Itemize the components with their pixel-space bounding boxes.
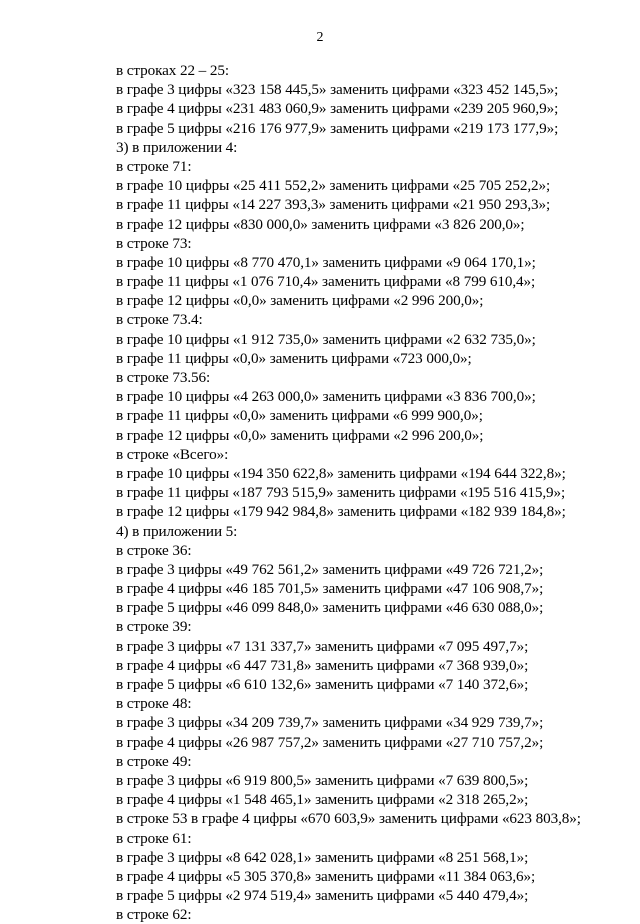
text-line: в строке 48: xyxy=(116,695,192,713)
document-body xyxy=(116,61,616,924)
text-line: в графе 10 цифры «194 350 622,8» заменить цифрами «194 644 322,8»; xyxy=(116,464,566,482)
text-line: в графе 4 цифры «5 305 370,8» заменить цифрами «11 384 063,6»; xyxy=(116,867,536,885)
text-line: в графе 4 цифры «46 185 701,5» заменить цифрами «47 106 908,7»; xyxy=(116,580,544,598)
text-line: в графе 3 цифры «6 919 800,5» заменить цифрами «7 639 800,5»; xyxy=(116,771,529,789)
text-line: в строке 73.56: xyxy=(116,369,211,386)
text-line: в графе 4 цифры «231 483 060,9» заменить цифрами «239 205 960,9»; xyxy=(116,100,559,118)
text-line: в графе 3 цифры «49 762 561,2» заменить цифрами «49 726 721,2»; xyxy=(116,560,544,578)
text-line: в графе 4 цифры «1 548 465,1» заменить цифрами «2 318 265,2»; xyxy=(116,791,529,809)
text-line: в строках 22 – 25: xyxy=(116,62,229,79)
text-line: в строке 36: xyxy=(116,541,192,559)
text-line: в графе 3 цифры «34 209 739,7» заменить цифрами «34 929 739,7»; xyxy=(116,714,544,732)
text-line: в графе 11 цифры «0,0» заменить цифрами «6 999 900,0»; xyxy=(116,407,483,425)
text-line: в строке 71: xyxy=(116,157,192,175)
text-line: в графе 3 цифры «323 158 445,5» заменить цифрами «323 452 145,5»; xyxy=(116,81,559,99)
text-line: в графе 10 цифры «4 263 000,0» заменить цифрами «3 836 700,0»; xyxy=(116,388,536,406)
text-line: в графе 10 цифры «8 770 470,1» заменить цифрами «9 064 170,1»; xyxy=(116,253,536,271)
text-line: в строке 49: xyxy=(116,752,192,770)
text-line: в строке 73.4: xyxy=(116,311,203,329)
text-line: в графе 12 цифры «0,0» заменить цифрами «2 996 200,0»; xyxy=(116,426,484,444)
text-line: в графе 4 цифры «6 447 731,8» заменить цифрами «7 368 939,0»; xyxy=(116,656,529,674)
page-number: 2 xyxy=(316,30,324,45)
text-line: в графе 10 цифры «25 411 552,2» заменить цифрами «25 705 252,2»; xyxy=(116,177,551,195)
text-line: в графе 5 цифры «6 610 132,6» заменить цифрами «7 140 372,6»; xyxy=(116,676,529,693)
text-line: в графе 4 цифры «26 987 757,2» заменить цифрами «27 710 757,2»; xyxy=(116,733,544,751)
text-line: в графе 11 цифры «187 793 515,9» заменить цифрами «195 516 415,9»; xyxy=(116,484,566,502)
text-line: 4) в приложении 5: xyxy=(116,522,238,540)
text-line: в графе 11 цифры «14 227 393,3» заменить цифрами «21 950 293,3»; xyxy=(116,196,551,214)
text-line: в графе 3 цифры «7 131 337,7» заменить цифрами «7 095 497,7»; xyxy=(116,637,529,655)
text-line: в графе 3 цифры «8 642 028,1» заменить цифрами «8 251 568,1»; xyxy=(116,848,529,866)
text-line: в строке 53 в графе 4 цифры «670 603,9» заменить цифрами «623 803,8»; xyxy=(116,810,581,828)
text-line: в графе 5 цифры «46 099 848,0» заменить цифрами «46 630 088,0»; xyxy=(116,599,544,617)
text-line: в графе 12 цифры «179 942 984,8» заменить цифрами «182 939 184,8»; xyxy=(116,503,566,521)
text-line: в строке 62: xyxy=(116,906,192,924)
text-line: в графе 12 цифры «0,0» заменить цифрами «2 996 200,0»; xyxy=(116,292,484,310)
text-line: в графе 5 цифры «2 974 519,4» заменить цифрами «5 440 479,4»; xyxy=(116,887,529,905)
text-line: в графе 11 цифры «1 076 710,4» заменить цифрами «8 799 610,4»; xyxy=(116,273,536,291)
text-line: в графе 10 цифры «1 912 735,0» заменить цифрами «2 632 735,0»; xyxy=(116,330,536,348)
text-line: в строке 39: xyxy=(116,618,192,636)
text-line: в строке «Всего»: xyxy=(116,445,229,463)
text-line: в строке 61: xyxy=(116,829,192,847)
text-line: в графе 11 цифры «0,0» заменить цифрами «723 000,0»; xyxy=(116,349,472,367)
text-line: в строке 73: xyxy=(116,234,192,252)
text-line: в графе 5 цифры «216 176 977,9» заменить цифрами «219 173 177,9»; xyxy=(116,119,559,137)
text-line: в графе 12 цифры «830 000,0» заменить цифрами «3 826 200,0»; xyxy=(116,215,525,233)
text-line: 3) в приложении 4: xyxy=(116,138,238,156)
